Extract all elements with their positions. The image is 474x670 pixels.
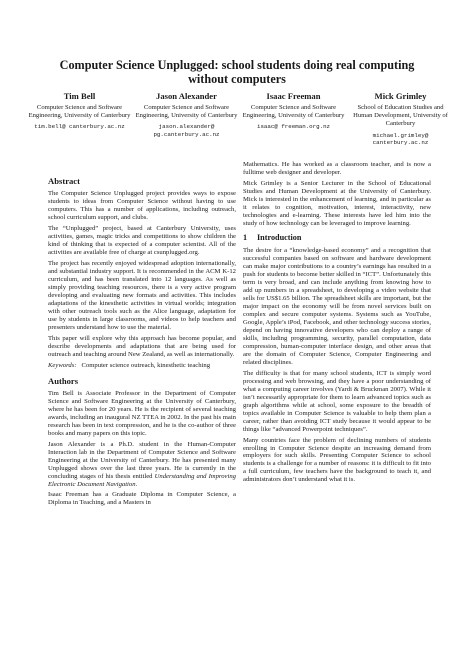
author-name: Isaac Freeman xyxy=(266,91,321,101)
bio-text-end: . xyxy=(135,480,138,488)
author-isaac-freeman xyxy=(240,91,347,146)
abstract-paragraph: This paper will explore why this approach has become popular, and describe developments and adaptations that are being used for outreach and teaching around New Zealand, as well as internationally. xyxy=(48,334,236,358)
keywords-label: Keywords: xyxy=(48,361,77,369)
section-title: Introduction xyxy=(257,232,302,242)
intro-paragraph: The desire for a “knowledge-based economy” and a recognition that successful companies based on software and hardware development can make major contributions to a country’s earnings has resulted in a push for students to become better skilled in “ICT”. Unfortunately this term is very broad, and can include anything from knowing how to add up numbers in a spreadsheet, to developing a video website that sells for US$1.65 billion. The spreadsheet skills are important, but the major impact on the economy will be from novel services built on complex and secure computer systems. Systems such as YouTube, Google, Apple’s iPod, Facebook, and other technology success stories, depend on having innovative developers who can deploy a range of skills, including programming, security, parallel computation, data compression, human-computer interface design, and other areas that are the domain of Computer Science, Computer Engineering and related disciplines. xyxy=(243,246,431,366)
author-affiliation: School of Education Studies and Human Development, University of Canterbury xyxy=(353,104,448,128)
right-column xyxy=(243,161,431,487)
authors-heading: Authors xyxy=(48,375,79,386)
abstract-paragraph: The “Unplugged” project, based at Canterbury University, uses activities, games, magic tricks and competitions to show children the kind of thinking that is expected of a computer scientist. All of the activities are available free of charge at csunplugged.org. xyxy=(48,224,236,256)
bio-isaac-continued: Mathematics. He has worked as a classroom teacher, and is now a fulltime web designer and developer. xyxy=(243,161,431,176)
author-name: Jason Alexander xyxy=(156,91,217,101)
author-affiliation: Computer Science and Software Engineering, University of Canterbury xyxy=(242,104,345,120)
intro-paragraph: Many countries face the problem of declining numbers of students enrolling in Computer Science despite an increasing demand from employers for such skills. Presenting Computer Science to school students is a challenge for a number of reasons: it is difficult to fit into a full curriculum, few teachers have the background to teach it, and administrators don’t understand what it is. xyxy=(243,436,431,484)
author-email: tim.bell@ canterbury.ac.nz xyxy=(34,123,125,131)
paper-title: Computer Science Unplugged: school students doing real computing without computers xyxy=(59,58,415,86)
keywords xyxy=(48,362,236,370)
author-affiliation: Computer Science and Software Engineering, University of Canterbury xyxy=(28,104,131,120)
bio-text: Jason Alexander is a Ph.D. student in the Human-Computer Interaction lab in the Department of Computer Science and Software Engineering at the University of Canterbury. He has presented many Unplugged shows over the last three years. He is currently in the concluding stages of his thesis entitled xyxy=(48,440,236,480)
author-name: Tim Bell xyxy=(63,91,96,101)
author-jason-alexander xyxy=(133,91,240,146)
keywords-text: Computer science outreach, kinesthetic teaching xyxy=(81,361,211,369)
section-number: 1 xyxy=(243,232,248,242)
abstract-heading: Abstract xyxy=(48,176,80,186)
section-heading-introduction xyxy=(243,233,431,243)
bio-jason-alexander xyxy=(48,441,236,489)
author-email: michael.grimley@ canterbury.ac.nz xyxy=(372,131,429,147)
bio-mick-grimley: Mick Grimley is a Senior Lecturer in the School of Educational Studies and Human Development at the University of Canterbury. Mick is interested in the enhancement of learning, and in particular as it relates to cognition, motivation, interest, interactivity, new technologies and e-learning. These interests have led him into the study of how technology can be leveraged to improve learning. xyxy=(243,179,431,227)
abstract-paragraph: The project has recently enjoyed widespread adoption internationally, and substantial industry support. It is recommended in the ACM K-12 curriculum, and has been translated into 12 languages. As well as simply providing teaching resources, there is a very active program developing and evaluating new formats and activities. This includes adaptations of the kinesthetic activities in virtual worlds; integration with other outreach tools such as the Alice language, adaptation for use by students in large classrooms, and videos to help teachers and presenters understand how to use the material. xyxy=(48,259,236,331)
author-email: isaac@ freeman.org.nz xyxy=(256,123,331,131)
intro-paragraph: The difficulty is that for many school students, ICT is simply word processing and web browsing, and they have a poor understanding of what a computing career involves (Yardi & Bruckman 2007). While it isn’t necessarily appropriate for them to learn advanced topics such as graph algorithms while at school, some exposure to the breadth of topics available in Computer Science is valuable to help them plan a career, rather than avoiding ICT study because it would appear to be things like “advanced Powerpoint techniques”. xyxy=(243,369,431,433)
author-name: Mick Grimley xyxy=(374,91,427,101)
bio-isaac-freeman: Isaac Freeman has a Graduate Diploma in Computer Science, a Diploma in Teaching, and a Masters in xyxy=(48,491,236,507)
author-affiliation: Computer Science and Software Engineering, University of Canterbury xyxy=(135,104,238,120)
author-tim-bell xyxy=(26,91,133,146)
abstract-paragraph: The Computer Science Unplugged project provides ways to expose students to ideas from Computer Science without having to use computers. This has a number of applications, including outreach, school curriculum support, and clubs. xyxy=(48,190,236,221)
bio-tim-bell: Tim Bell is Associate Professor in the Department of Computer Science and Software Engineering at the University of Canterbury, where he has been for 20 years. He is the recipient of several teaching awards, including an inaugural NZ TTEA in 2002. In the past his main research has been in text compression, and he is the co-author of three books and many papers on this topic. xyxy=(48,389,236,437)
author-email: jason.alexander@ pg.canterbury.ac.nz xyxy=(153,123,220,138)
thesis-title: Understanding and Improving Electronic Document Navigation xyxy=(48,472,236,488)
author-mick-grimley xyxy=(347,91,454,146)
author-block xyxy=(26,91,454,146)
left-column xyxy=(48,176,236,510)
